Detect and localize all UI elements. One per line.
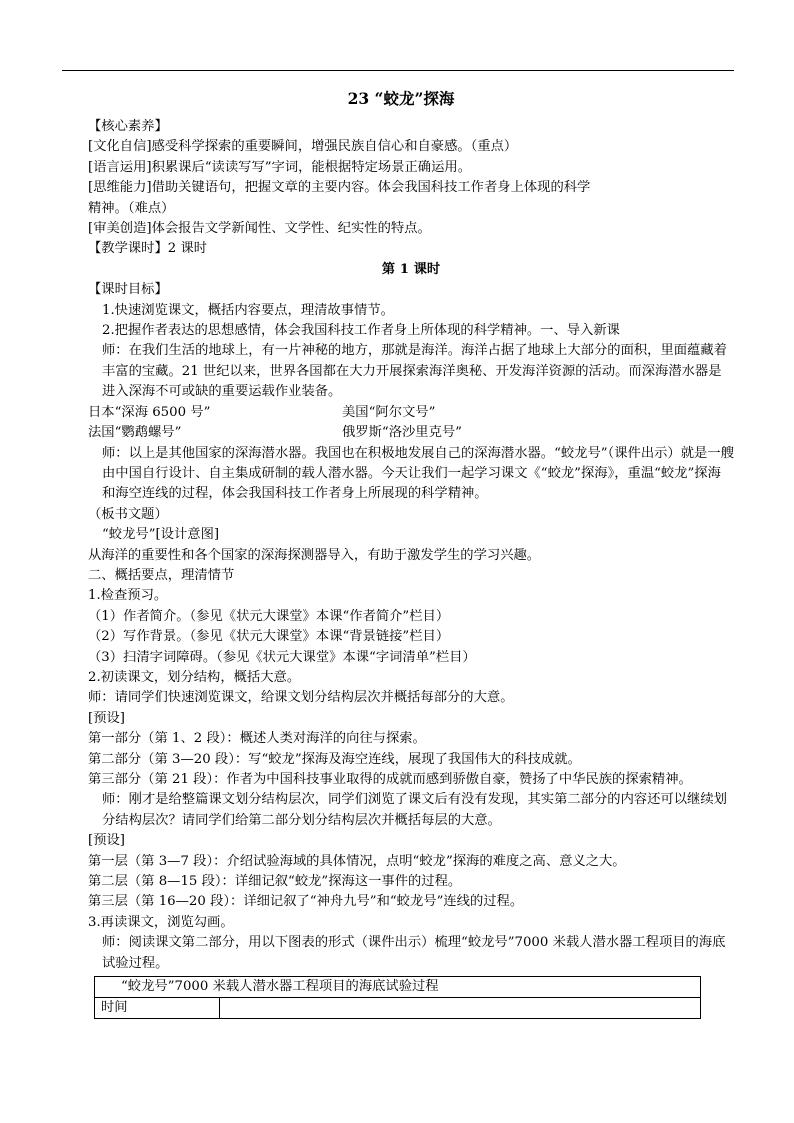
teacher-line: 师：阅读课文第二部分，用以下图表的形式（课件出示）梳理“蛟龙号”7000 米载人潜水器工程项目的海底试验过程。	[102, 935, 726, 971]
trial-process-table	[94, 976, 701, 1019]
core-item: [语言运用]积累课后“读读写写”字词，能根据特定场景正确运用。	[88, 159, 471, 175]
submersible-row	[88, 403, 734, 423]
core-item: [思维能力]借助关键语句，把握文章的主要内容。体会我国科技工作者身上体现的科学	[88, 180, 591, 196]
structure-part: 第三部分（第 21 段）：作者为中国科技事业取得的成就而感到骄傲自豪，赞扬了中华民族的探索精神。	[88, 772, 692, 787]
teaching-hours: 【教学课时】2 课时	[88, 241, 208, 257]
design-text: 从海洋的重要性和各个国家的深海探测器导入，有助于激发学生的学习兴趣。	[88, 547, 541, 563]
goals-heading: 【课时目标】	[88, 282, 168, 298]
core-item: 精神。（难点）	[88, 200, 175, 216]
step-item: （3）扫清字词障碍。（参见《状元大课堂》本课“字词清单”栏目）	[88, 649, 476, 665]
structure-part: 第二部分（第 3—20 段）：写“蛟龙”探海及海空连线，展现了我国伟大的科技成就。	[88, 751, 581, 767]
submersible-france: 法国“鹦鹉螺号”	[88, 425, 182, 441]
document-title: 23 “蛟龙”探海	[347, 89, 455, 108]
goal-item: 1.快速浏览课文，概括内容要点，理清故事情节。	[102, 302, 394, 318]
structure-layer: 第三层（第 16—20 段）：详细记叙了“神舟九号”和“蛟龙号”连线的过程。	[88, 894, 524, 910]
board-note: （板书文题）	[88, 506, 168, 522]
preset-label: [预设]	[88, 710, 125, 726]
document-page	[88, 88, 734, 1019]
submersible-japan: 日本“深海 6500 号”	[88, 404, 211, 420]
table-cell-value	[220, 998, 701, 1019]
submersible-usa: 美国“阿尔文号”	[342, 404, 436, 420]
preset-label: [预设]	[88, 833, 125, 849]
teacher-line: 师：请同学们快速浏览课文，给课文划分结构层次并概括每部分的大意。	[88, 690, 514, 706]
step-item: （2）写作背景。（参见《状元大课堂》本课“背景链接”栏目）	[88, 629, 450, 645]
step-heading: 2.初读课文，划分结构，概括大意。	[88, 669, 301, 685]
submersible-russia: 俄罗斯“洛沙里克号”	[342, 425, 462, 441]
goal-item: 2.把握作者表达的思想感情，体会我国科技工作者身上所体现的科学精神。一、导入新课	[102, 323, 620, 339]
intro-paragraph: 师：在我们生活的地球上，有一片神秘的地方，那就是海洋。海洋占据了地球上大部分的面积，里面蕴藏着丰富的宝藏。21 世纪以来，世界各国都在大力开展探索海洋奥秘、开发海洋资源的活动。而深海潜水器是进入深海不可或缺的重要运载作业装备。	[102, 343, 727, 400]
lesson-title: 第 1 课时	[381, 261, 441, 277]
submersible-row	[88, 423, 734, 443]
teacher-question: 师：刚才是给整篇课文划分结构层次，同学们浏览了课文后有没有发现，其实第二部分的内容还可以继续划分结构层次？请同学们给第二部分划分结构层次并概括每层的大意。	[102, 792, 727, 828]
header-rule	[62, 70, 734, 71]
table-row	[95, 977, 701, 998]
step-item: （1）作者简介。（参见《状元大课堂》本课“作者简介”栏目）	[88, 608, 450, 624]
section-heading: 二、概括要点，理清情节	[88, 567, 235, 583]
design-intent: “蛟龙号”[设计意图]	[102, 527, 220, 543]
structure-layer: 第二层（第 8—15 段）：详细记叙“蛟龙”探海这一事件的过程。	[88, 874, 462, 890]
core-heading: 【核心素养】	[88, 119, 168, 134]
step-heading: 3.再读课文，浏览勾画。	[88, 914, 234, 930]
step-heading: 1.检查预习。	[88, 588, 168, 604]
table-row	[95, 998, 701, 1019]
table-caption: “蛟龙号”7000 米载人潜水器工程项目的海底试验过程	[95, 977, 701, 998]
core-item: [审美创造]体会报告文学新闻性、文学性、纪实性的特点。	[88, 221, 431, 237]
structure-part: 第一部分（第 1、2 段）：概述人类对海洋的向往与探索。	[88, 731, 426, 747]
table-cell-label: 时间	[95, 998, 220, 1019]
core-item: [文化自信]感受科学探索的重要瞬间，增强民族自信心和自豪感。（重点）	[88, 139, 518, 155]
structure-layer: 第一层（第 3—7 段）：介绍试验海域的具体情况，点明“蛟龙”探海的难度之高、意义之大。	[88, 853, 626, 869]
intro-paragraph: 师：以上是其他国家的深海潜水器。我国也在积极地发展自己的深海潜水器。“蛟龙号”（课件出示）就是一艘由中国自行设计、自主集成研制的载人潜水器。今天让我们一起学习课文《“蛟龙”探海》，重温“蛟龙”探海和海空连线的过程，体会我国科技工作者身上所展现的科学精神。	[102, 445, 734, 502]
